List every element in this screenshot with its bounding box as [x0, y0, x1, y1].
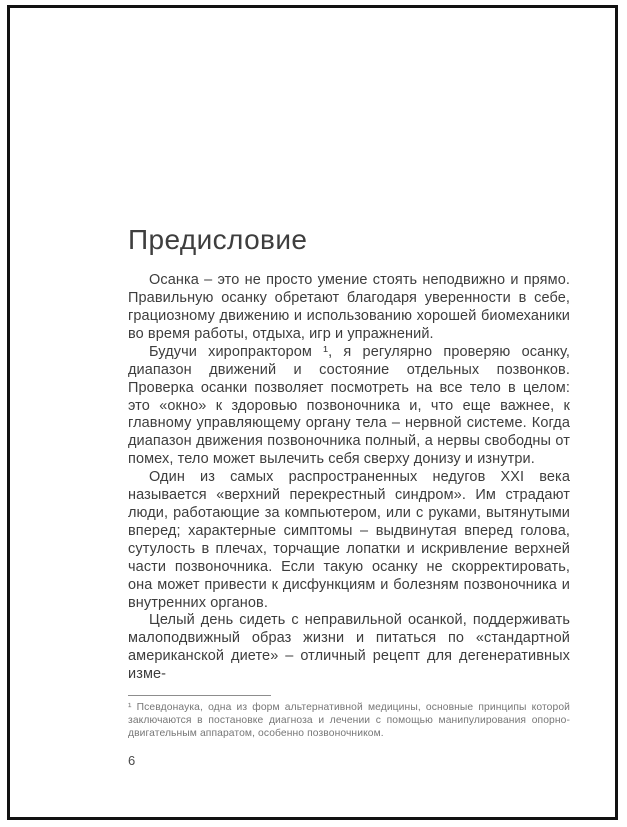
paragraph: Один из самых распространенных недугов XXI века называется «верхний перекрестный синдром». Им страдают люди, работающие за компьютером, или с руками, вытянутыми вперед; характерные симптомы – выдвинутая вперед голова, сутулость в плечах, торчащие лопатки и искривление верхней части позвоночника. Если такую осанку не скорректировать, она может привести к дисфункциям и болезням позвоночника и внутренних органов.	[128, 469, 570, 611]
paragraph: Осанка – это не просто умение стоять неподвижно и прямо. Правильную осанку обретают благодаря уверенности в себе, грациозному движению и использованию хорошей биомеханики во время работы, отдыха, игр и упражнений.	[128, 272, 570, 342]
page-number: 6	[128, 753, 136, 769]
chapter-title: Предисловие	[128, 224, 308, 255]
footnote-block	[128, 695, 570, 740]
footnote-divider	[128, 695, 271, 696]
footnote: ¹ Псевдонаука, одна из форм альтернативной медицины, основные принципы которой заключаются в постановке диагноза и лечении с помощью манипулирования опорно-двигательным аппаратом, особенно позвоночником.	[128, 702, 570, 740]
paragraph: Целый день сидеть с неправильной осанкой, поддерживать малоподвижный образ жизни и питаться по «стандартной американской диете» – отличный рецепт для дегенеративных изме-	[128, 612, 570, 683]
book-page-frame	[7, 5, 618, 820]
paragraph: Будучи хиропрактором ¹, я регулярно проверяю осанку, диапазон движений и состояние отдельных позвонков. Проверка осанки позволяет посмотреть на все тело в целом: это «окно» к здоровью позвоночника и, что еще важнее, к главному управляющему органу тела – нервной системе. Когда диапазон движения позвоночника полный, а нервы свободны от помех, тело может вылечить себя сверху донизу и изнутри.	[128, 343, 570, 468]
page-content	[128, 224, 570, 768]
body-text	[128, 272, 570, 684]
